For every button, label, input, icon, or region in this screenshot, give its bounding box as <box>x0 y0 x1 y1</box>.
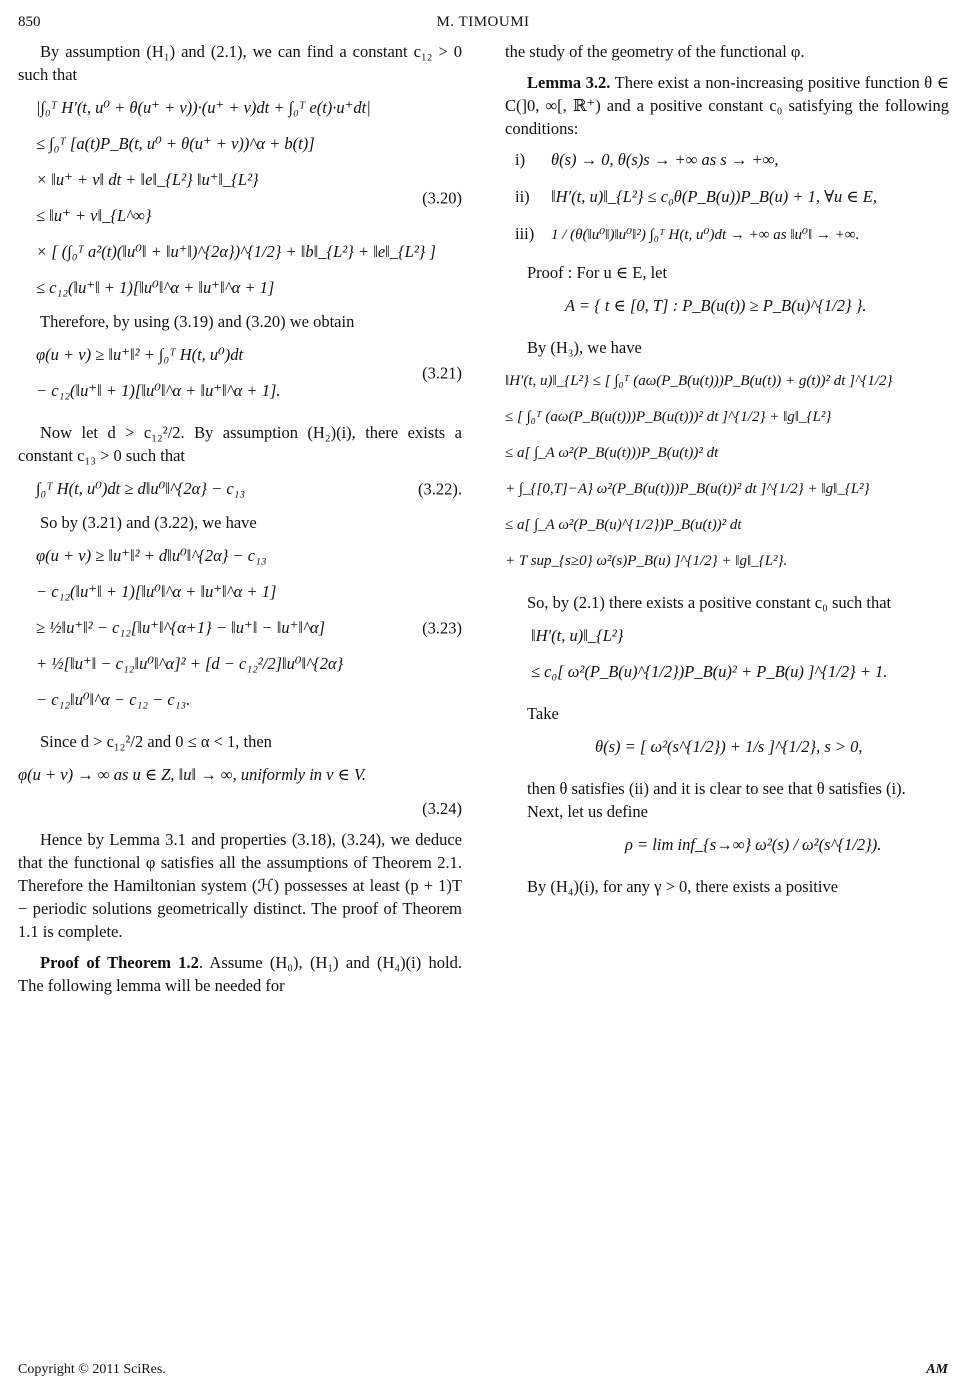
paragraph: Take <box>527 704 559 723</box>
equation-line: ≤ a[ ∫_A ω²(P_B(u(t)))P_B(u(t))² dt <box>505 445 719 461</box>
paragraph: then θ satisfies (ii) and it is clear to see that θ satisfies (i). <box>527 779 906 798</box>
paragraph: By assumption (H₁) and (2.1), we can find a constant c₁₂ > 0 such that <box>18 42 462 84</box>
condition-expression: ‖H′(t, u)‖_{L²} ≤ c₀θ(P_B(u))P_B(u) + 1, ∀u ∈ E, <box>551 187 877 206</box>
condition-label: ii) <box>515 187 530 206</box>
equation-H-prime-estimate <box>505 359 949 583</box>
paragraph: Now let d > c₁₂²/2. By assumption (H₂)(i), there exists a constant c₁₃ > 0 such that <box>18 423 462 465</box>
lemma-heading: Lemma 3.2. <box>527 73 611 92</box>
paragraph: By (H₄)(i), for any γ > 0, there exists a positive <box>527 877 839 896</box>
condition-expression: 1 / (θ(‖u⁰‖)‖u⁰‖²) ∫₀ᵀ H(t, u⁰)dt → +∞ as ‖u⁰‖ → +∞. <box>551 227 860 243</box>
condition-i <box>505 148 949 171</box>
equation-H-prime-bound <box>505 614 949 694</box>
paragraph: the study of the geometry of the functional φ. <box>505 42 805 61</box>
condition-iii <box>505 222 949 247</box>
equation-line: ≤ [ ∫₀ᵀ (aω(P_B(u(t)))P_B(u(t)))² dt ]^{1/2} + ‖g‖_{L²} <box>505 409 832 425</box>
equation-line: × [ (∫₀ᵀ a²(t)(‖u⁰‖ + ‖u⁺‖)^{2α})^{1/2} + ‖b‖_{L²} + ‖e‖_{L²} ] <box>36 242 436 261</box>
equation-line: ≤ a[ ∫_A ω²(P_B(u)^{1/2})P_B(u(t))² dt <box>505 517 742 533</box>
equation-line: − c₁₂‖u⁰‖^α − c₁₂ − c₁₃. <box>36 690 191 709</box>
paragraph: Therefore, by using (3.19) and (3.20) we obtain <box>40 312 355 331</box>
paragraph: By (H₃), we have <box>527 338 642 357</box>
equation-3-24 <box>18 753 462 797</box>
equation-number: (3.20) <box>422 188 462 208</box>
paragraph: So, by (2.1) there exists a positive constant c₀ such that <box>527 593 892 612</box>
paragraph: Since d > c₁₂²/2 and 0 ≤ α < 1, then <box>40 732 272 751</box>
equation-line: ≤ ‖u⁺ + v‖_{L^∞} <box>36 206 152 225</box>
equation-line: φ(u + v) → ∞ as u ∈ Z, ‖u‖ → ∞, uniformly in v ∈ V. <box>18 765 367 784</box>
equation-line: ≤ ∫₀ᵀ [a(t)P_B(t, u⁰ + θ(u⁺ + v))^α + b(t)] <box>36 134 315 153</box>
equation-3-22 <box>18 467 462 511</box>
equation-line: A = { t ∈ [0, T] : P_B(u(t)) ≥ P_B(u)^{1/2} }. <box>565 296 867 315</box>
equation-line: − c₁₂(‖u⁺‖ + 1)[‖u⁰‖^α + ‖u⁺‖^α + 1] <box>36 582 277 601</box>
journal-abbreviation: AM <box>926 1362 948 1377</box>
equation-3-20 <box>18 86 462 310</box>
paragraph: So by (3.21) and (3.22), we have <box>40 513 257 532</box>
copyright-notice: Copyright © 2011 SciRes. <box>18 1362 166 1377</box>
equation-line: − c₁₂(‖u⁺‖ + 1)[‖u⁰‖^α + ‖u⁺‖^α + 1]. <box>36 381 281 400</box>
equation-line: + ½[‖u⁺‖ − c₁₂‖u⁰‖^α]² + [d − c₁₂²/2]‖u⁰‖^{2α} <box>36 654 344 673</box>
paragraph: Proof : For u ∈ E, let <box>527 263 668 282</box>
equation-number: (3.21) <box>422 363 462 383</box>
lemma-paragraph <box>505 71 949 140</box>
equation-line: ‖H′(t, u)‖_{L²} ≤ [ ∫₀ᵀ (aω(P_B(u(t)))P_B(u(t)) + g(t))² dt ]^{1/2} <box>505 373 893 389</box>
condition-expression: θ(s) → 0, θ(s)s → +∞ as s → +∞, <box>551 150 779 169</box>
equation-line: × ‖u⁺ + v‖ dt + ‖e‖_{L²} ‖u⁺‖_{L²} <box>36 170 259 189</box>
left-column <box>18 40 462 997</box>
equation-number: (3.22). <box>418 479 462 499</box>
equation-line: ‖H′(t, u)‖_{L²} <box>531 626 624 645</box>
condition-label: iii) <box>515 224 535 243</box>
equation-number: (3.24) <box>422 799 462 818</box>
paragraph <box>18 951 462 997</box>
equation-line: ∫₀ᵀ H(t, u⁰)dt ≥ d‖u⁰‖^{2α} − c₁₃ <box>36 479 246 498</box>
equation-line: ≤ c₁₂(‖u⁺‖ + 1)[‖u⁰‖^α + ‖u⁺‖^α + 1] <box>36 278 275 297</box>
equation-3-21 <box>18 333 462 413</box>
condition-ii <box>505 185 949 208</box>
equation-line: φ(u + v) ≥ ‖u⁺‖² + d‖u⁰‖^{2α} − c₁₃ <box>36 546 267 565</box>
equation-rho-definition <box>505 823 949 867</box>
equation-theta-definition <box>505 725 949 769</box>
right-column <box>505 40 949 898</box>
paragraph: Hence by Lemma 3.1 and properties (3.18), (3.24), we deduce that the functional φ satisfies all the assumptions of Theorem 2.1. Therefore the Hamiltonian system (ℋ) possesses at least (p + 1)T − periodic solutions geometrically distinct. The proof of Theorem 1.1 is complete. <box>18 830 462 941</box>
lemma-text: There exist a non-increasing positive function θ ∈ C(]0, ∞[, ℝ⁺) and a positive constant c₀ satisfying the following conditions: <box>505 73 949 138</box>
paragraph-text: . Assume (H₀), (H₁) and (H₄)(i) hold. The following lemma will be needed for <box>18 953 462 995</box>
equation-line: + ∫_{[0,T]−A} ω²(P_B(u(t)))P_B(u(t))² dt ]^{1/2} + ‖g‖_{L²} <box>505 481 870 497</box>
equation-line: |∫₀ᵀ H′(t, u⁰ + θ(u⁺ + v))·(u⁺ + v)dt + ∫₀ᵀ e(t)·u⁺dt| <box>36 98 371 117</box>
equation-line: ≤ c₀[ ω²(P_B(u)^{1/2})P_B(u)² + P_B(u) ]^{1/2} + 1. <box>531 662 888 681</box>
equation-set-A <box>505 284 949 328</box>
equation-3-23 <box>18 534 462 722</box>
running-head: M. TIMOUMI <box>436 14 530 30</box>
page-number: 850 <box>18 14 41 30</box>
equation-line: ≥ ½‖u⁺‖² − c₁₂[‖u⁺‖^{α+1} − ‖u⁺‖ − ‖u⁺‖^α] <box>36 618 326 637</box>
equation-line: φ(u + v) ≥ ‖u⁺‖² + ∫₀ᵀ H(t, u⁰)dt <box>36 345 244 364</box>
paragraph: Next, let us define <box>527 802 648 821</box>
equation-number: (3.23) <box>422 618 462 638</box>
equation-line: + T sup_{s≥0} ω²(s)P_B(u) ]^{1/2} + ‖g‖_{L²}. <box>505 553 788 569</box>
proof-heading: Proof of Theorem 1.2 <box>40 953 199 972</box>
condition-label: i) <box>515 150 526 169</box>
equation-line: θ(s) = [ ω²(s^{1/2}) + 1/s ]^{1/2}, s > 0, <box>595 737 863 756</box>
equation-line: ρ = lim inf_{s→∞} ω²(s) / ω²(s^{1/2}). <box>625 835 882 854</box>
